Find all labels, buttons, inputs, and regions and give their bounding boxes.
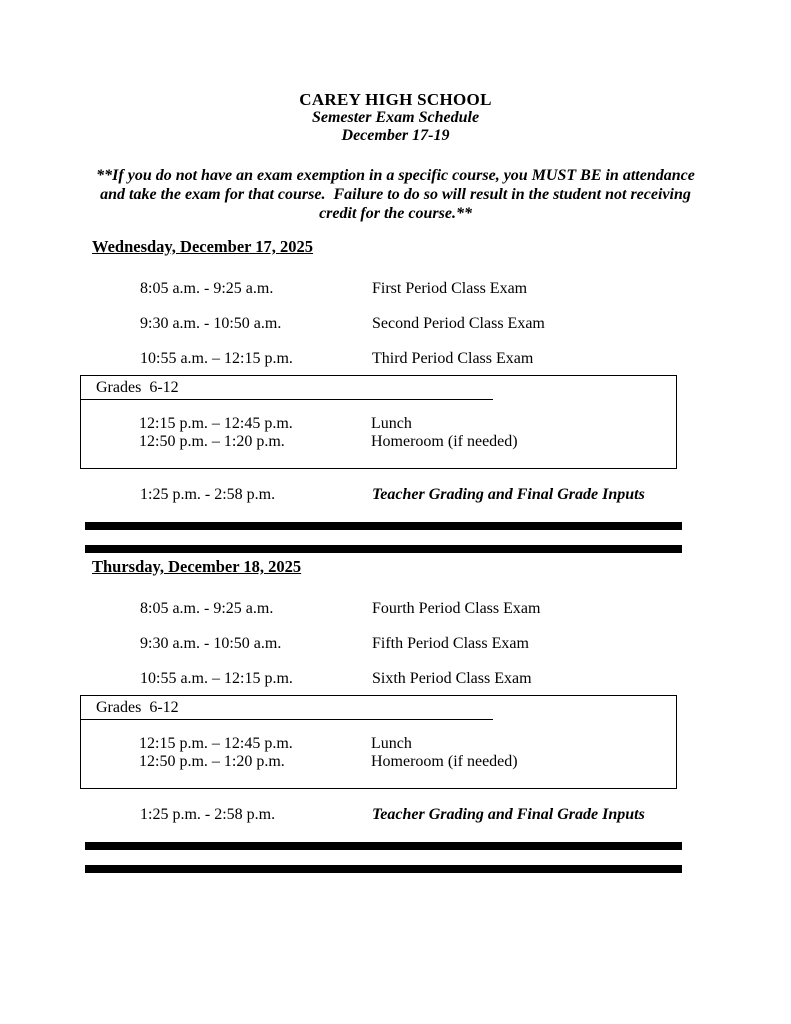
notice-line: **If you do not have an exam exemption in a specific course, you MUST BE in attendance xyxy=(96,167,695,184)
day-header: Wednesday, December 17, 2025 xyxy=(92,237,314,256)
activity-cell: Teacher Grading and Final Grade Inputs xyxy=(372,486,645,503)
divider-bar xyxy=(85,865,682,873)
notice-line: credit for the course.** xyxy=(319,205,472,222)
school-name: CAREY HIGH SCHOOL xyxy=(299,90,492,109)
document-header xyxy=(0,90,791,145)
divider-bar xyxy=(85,842,682,850)
schedule-row xyxy=(140,635,791,652)
document-subtitle: Semester Exam Schedule xyxy=(311,109,480,126)
activity-cell: Lunch xyxy=(371,415,412,432)
time-cell: 9:30 a.m. - 10:50 a.m. xyxy=(140,635,282,652)
day-header: Thursday, December 18, 2025 xyxy=(92,557,302,576)
activity-cell: Teacher Grading and Final Grade Inputs xyxy=(372,806,645,823)
grades-box-rows xyxy=(81,735,676,771)
grades-box xyxy=(80,375,677,469)
grades-box xyxy=(80,695,677,789)
activity-cell: Fifth Period Class Exam xyxy=(372,635,529,652)
grades-label-underline xyxy=(81,380,493,400)
time-cell: 10:55 a.m. – 12:15 p.m. xyxy=(140,350,293,367)
schedule-row xyxy=(140,280,791,297)
schedule-row xyxy=(140,350,791,367)
document-date-range: December 17-19 xyxy=(341,127,450,144)
grades-label: Grades 6-12 xyxy=(96,699,179,716)
time-cell: 9:30 a.m. - 10:50 a.m. xyxy=(140,315,282,332)
time-cell: 1:25 p.m. - 2:58 p.m. xyxy=(140,806,276,823)
activity-cell: Homeroom (if needed) xyxy=(371,433,518,450)
divider-bar xyxy=(85,522,682,530)
grades-label: Grades 6-12 xyxy=(96,379,179,396)
schedule-row xyxy=(140,806,791,823)
activity-cell: Sixth Period Class Exam xyxy=(372,670,532,687)
section-divider-bars xyxy=(85,522,682,553)
schedule-row xyxy=(139,415,676,433)
time-cell: 12:50 p.m. – 1:20 p.m. xyxy=(139,753,285,770)
activity-cell: Fourth Period Class Exam xyxy=(372,600,541,617)
schedule-row xyxy=(140,486,791,503)
schedule-row xyxy=(139,433,676,451)
activity-cell: First Period Class Exam xyxy=(372,280,528,297)
schedule-row xyxy=(140,315,791,332)
time-cell: 12:50 p.m. – 1:20 p.m. xyxy=(139,433,285,450)
time-cell: 12:15 p.m. – 12:45 p.m. xyxy=(139,735,293,752)
notice-line: and take the exam for that course. Failure to do so will result in the student not receiving xyxy=(100,186,691,203)
grades-label-underline xyxy=(81,700,493,720)
schedule-row xyxy=(139,753,676,771)
time-cell: 8:05 a.m. - 9:25 a.m. xyxy=(140,600,274,617)
divider-bar xyxy=(85,545,682,553)
time-cell: 12:15 p.m. – 12:45 p.m. xyxy=(139,415,293,432)
time-cell: 10:55 a.m. – 12:15 p.m. xyxy=(140,670,293,687)
activity-cell: Second Period Class Exam xyxy=(372,315,545,332)
schedule-row xyxy=(139,735,676,753)
day-section-thursday xyxy=(0,558,791,873)
day-section-wednesday xyxy=(0,238,791,553)
exam-exemption-notice xyxy=(76,166,716,223)
schedule-row xyxy=(140,670,791,687)
schedule-row xyxy=(140,600,791,617)
activity-cell: Lunch xyxy=(371,735,412,752)
grades-box-rows xyxy=(81,415,676,451)
activity-cell: Third Period Class Exam xyxy=(372,350,534,367)
time-cell: 1:25 p.m. - 2:58 p.m. xyxy=(140,486,276,503)
section-divider-bars xyxy=(85,842,682,873)
activity-cell: Homeroom (if needed) xyxy=(371,753,518,770)
time-cell: 8:05 a.m. - 9:25 a.m. xyxy=(140,280,274,297)
